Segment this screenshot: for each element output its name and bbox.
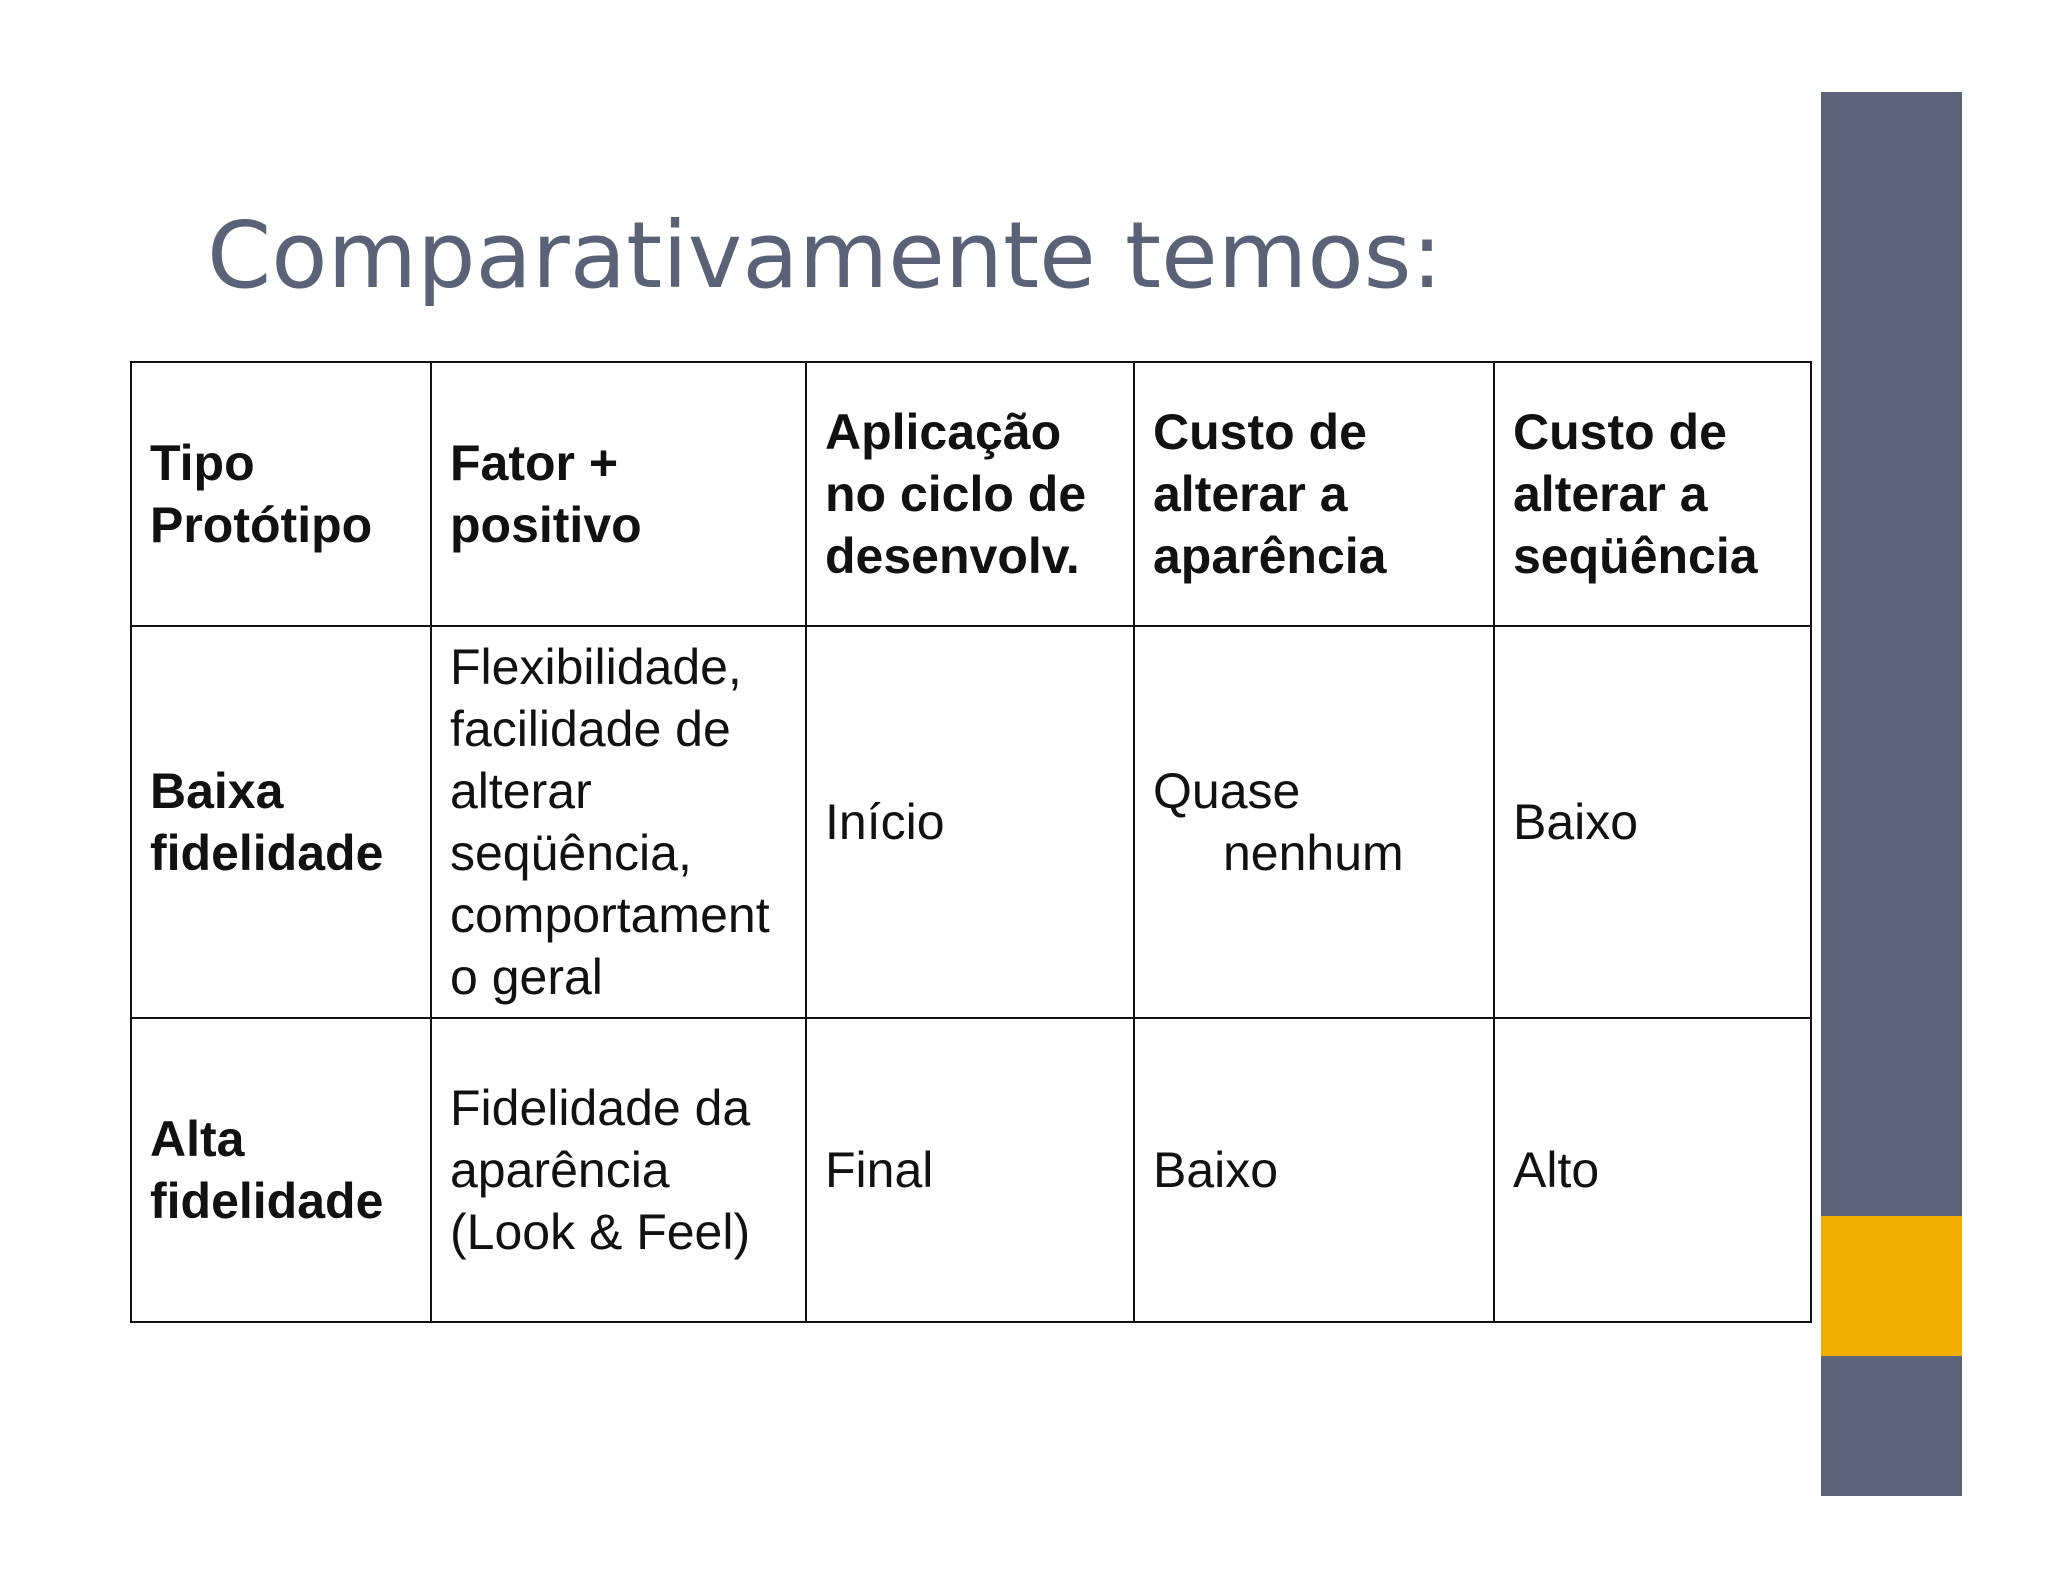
comparison-table bbox=[130, 361, 1812, 1323]
table-row bbox=[131, 626, 1811, 1018]
row-high-fidelity-factor: Fidelidade da aparência (Look & Feel) bbox=[431, 1018, 806, 1322]
row-low-fidelity-type: Baixa fidelidade bbox=[131, 626, 431, 1018]
sidebar-accent-block bbox=[1821, 1216, 1962, 1356]
header-positive-factor: Fator + positivo bbox=[431, 362, 806, 626]
header-sequence-change-cost: Custo de alterar a seqüência bbox=[1494, 362, 1811, 626]
header-appearance-change-cost: Custo de alterar a aparência bbox=[1134, 362, 1494, 626]
row-low-fidelity-appearance-cost bbox=[1134, 626, 1494, 1018]
header-dev-cycle-application: Aplicação no ciclo de desenvolv. bbox=[806, 362, 1134, 626]
row-low-fidelity-factor: Flexibilidade, facilidade de alterar seqüência, comportament o geral bbox=[431, 626, 806, 1018]
row-low-fidelity-application: Início bbox=[806, 626, 1134, 1018]
appearance-cost-text: Quase nenhum bbox=[1153, 763, 1404, 881]
row-high-fidelity-appearance-cost: Baixo bbox=[1134, 1018, 1494, 1322]
row-high-fidelity-type: Alta fidelidade bbox=[131, 1018, 431, 1322]
sidebar-bar-top bbox=[1821, 92, 1962, 1216]
slide-title: Comparativamente temos: bbox=[207, 202, 1443, 309]
sidebar-bar-bottom bbox=[1821, 1356, 1962, 1496]
table-header-row bbox=[131, 362, 1811, 626]
header-prototype-type: Tipo Protótipo bbox=[131, 362, 431, 626]
row-low-fidelity-sequence-cost: Baixo bbox=[1494, 626, 1811, 1018]
row-high-fidelity-sequence-cost: Alto bbox=[1494, 1018, 1811, 1322]
table-row bbox=[131, 1018, 1811, 1322]
row-high-fidelity-application: Final bbox=[806, 1018, 1134, 1322]
